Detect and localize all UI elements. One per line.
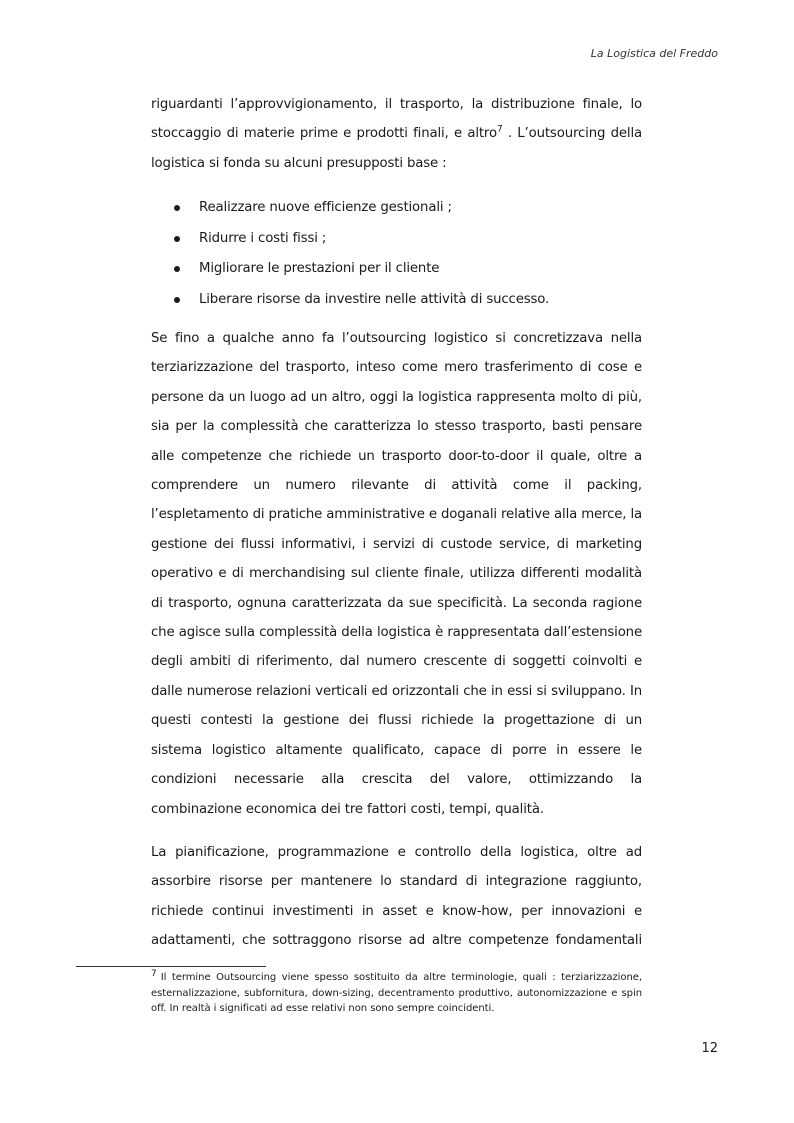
list-item xyxy=(172,285,549,316)
list-item-text: Migliorare le prestazioni per il cliente xyxy=(199,261,440,276)
footnote-reference: 7 xyxy=(496,124,503,135)
list-item xyxy=(172,224,549,255)
footnote-number: 7 xyxy=(151,968,157,979)
footnote-divider xyxy=(76,966,266,967)
bullet-icon xyxy=(174,205,180,211)
paragraph-planning: La pianificazione, programmazione e controllo della logistica, oltre ad assorbire risorse per mantenere lo standard di integrazione raggiunto, richiede continui investimenti in asset e know-how, per innovazioni e adattamenti, che sottraggono risorse ad altre competenze fondamentali xyxy=(151,845,642,949)
footnote xyxy=(151,970,642,1017)
list-item-text: Liberare risorse da investire nelle attività di successo. xyxy=(199,291,550,307)
running-header: La Logistica del Freddo xyxy=(590,47,718,60)
list-item xyxy=(172,254,549,285)
page-number: 12 xyxy=(701,1041,718,1056)
bullet-icon xyxy=(174,266,180,272)
paragraph-text: . L’outsourcing della logistica si fonda su alcuni presupposti base : xyxy=(151,126,643,171)
footnote-text: Il termine Outsourcing viene spesso sostituito da altre terminologie, quali : terziarizzazione, esternalizzazione, subfornitura, down-sizing, decentramento produttivo, autonomizzazione e spin off. In realtà i significati ad esse relativi non sono sempre coincidenti. xyxy=(151,972,642,1014)
bullet-icon xyxy=(174,236,180,242)
paragraph-text: riguardanti l’approvvigionamento, il trasporto, la distribuzione finale, lo stoccaggio di materie prime e prodotti finali, e altro xyxy=(151,97,642,142)
paragraph-outsourcing-intro xyxy=(151,90,642,178)
bullet-icon xyxy=(174,297,180,303)
list-item xyxy=(172,193,549,224)
paragraph-logistics-complexity: Se fino a qualche anno fa l’outsourcing logistico si concretizzava nella terziarizzazione del trasporto, inteso come mero trasferimento di cose e persone da un luogo ad un altro, oggi la logistica rappresenta molto di più, sia per la complessità che caratterizza lo stesso trasporto, basti pensare alle competenze che richiede un trasporto door-to-door il quale, oltre a comprendere un numero rilevante di attività come il packing, l’espletamento di pratiche amministrative e doganali relative alla merce, la gestione dei flussi informativi, i servizi di custode service, di marketing operativo e di merchandising sul cliente finale, utilizza differenti modalità di trasporto, ognuna caratterizzata da sue specificità. La seconda ragione che agisce sulla complessità della logistica è rappresentata dall’estensione degli ambiti di riferimento, dal numero crescente di soggetti coinvolti e dalle numerose relazioni verticali ed orizzontali che in essi si sviluppano. In questi contesti la gestione dei flussi richiede la progettazione di un sistema logistico altamente qualificato, capace di porre in essere le condizioni necessarie alla crescita del valore, ottimizzando la combinazione economica dei tre fattori costi, tempi, qualità. xyxy=(151,331,642,817)
list-item-text: Realizzare nuove efficienze gestionali ; xyxy=(199,200,452,215)
list-item-text: Ridurre i costi fissi ; xyxy=(199,230,327,246)
bullet-list xyxy=(172,193,549,315)
